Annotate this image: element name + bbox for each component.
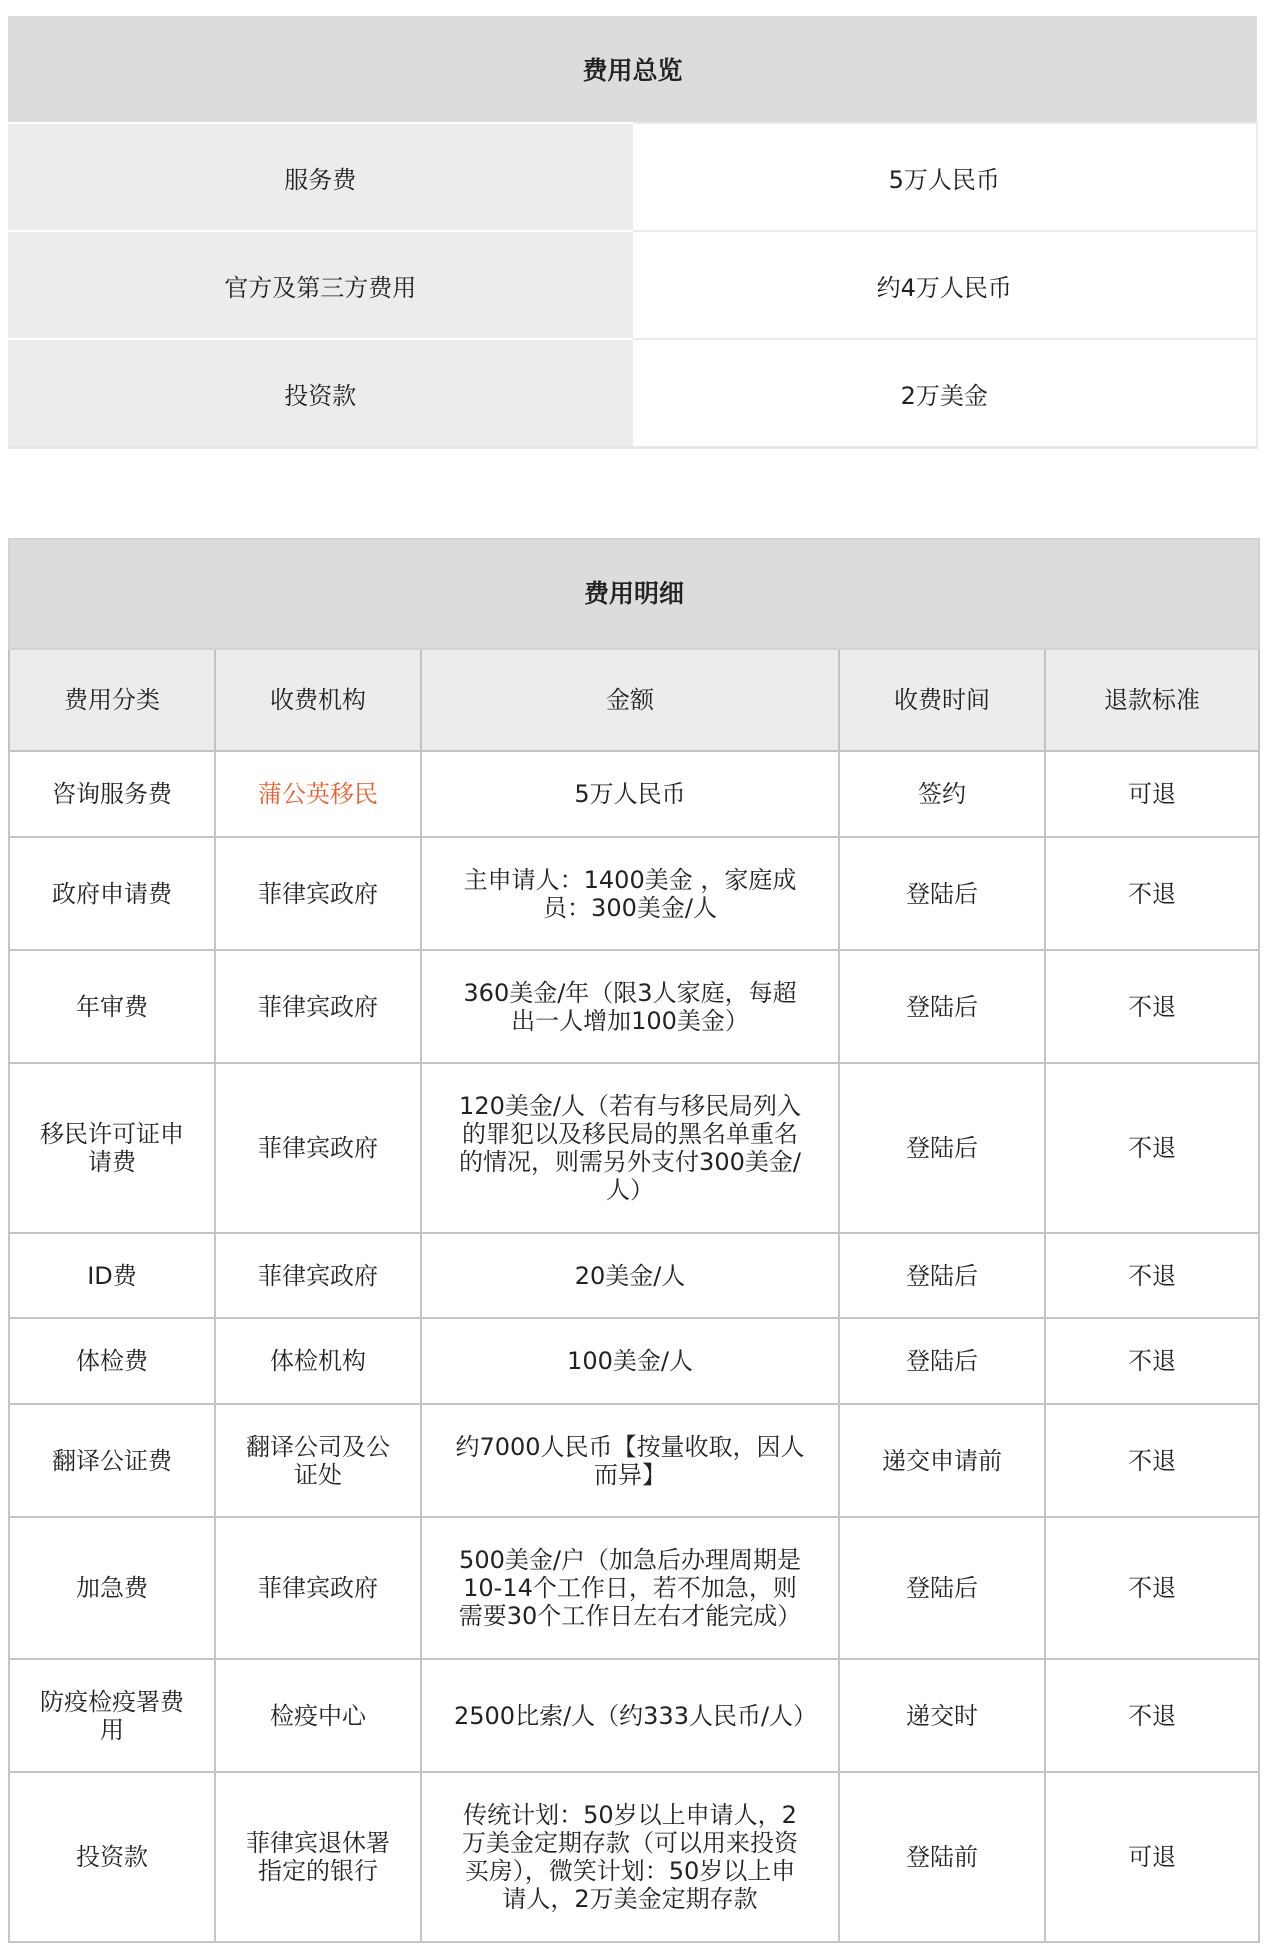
cell-time: 登陆后 bbox=[839, 1233, 1045, 1318]
cell-category: 移民许可证申请费 bbox=[9, 1063, 215, 1233]
overview-row-label: 官方及第三方费用 bbox=[8, 231, 633, 339]
cell-amount: 主申请人：1400美金 ，家庭成员：300美金/人 bbox=[421, 837, 839, 950]
cell-time: 登陆后 bbox=[839, 950, 1045, 1063]
cell-org: 体检机构 bbox=[215, 1318, 421, 1404]
cell-refund: 不退 bbox=[1045, 1659, 1259, 1772]
cell-category: 年审费 bbox=[9, 950, 215, 1063]
cell-amount: 120美金/人（若有与移民局列入的罪犯以及移民局的黑名单重名的情况，则需另外支付300美金/人） bbox=[421, 1063, 839, 1233]
details-table bbox=[8, 538, 1260, 1943]
cell-amount: 360美金/年（限3人家庭，每超出一人增加100美金） bbox=[421, 950, 839, 1063]
column-header-refund: 退款标准 bbox=[1045, 649, 1259, 751]
cell-category: 加急费 bbox=[9, 1517, 215, 1659]
cell-org: 菲律宾政府 bbox=[215, 1063, 421, 1233]
overview-header-row bbox=[8, 16, 1257, 123]
table-row bbox=[9, 950, 1259, 1063]
cell-amount: 约7000人民币【按量收取，因人而异】 bbox=[421, 1404, 839, 1517]
details-title: 费用明细 bbox=[9, 539, 1259, 649]
cell-category: 防疫检疫署费用 bbox=[9, 1659, 215, 1772]
overview-row-value: 约4万人民币 bbox=[633, 231, 1258, 339]
table-row bbox=[9, 1318, 1259, 1404]
cell-category: 翻译公证费 bbox=[9, 1404, 215, 1517]
cell-category: 咨询服务费 bbox=[9, 751, 215, 837]
table-row bbox=[9, 1404, 1259, 1517]
cell-refund: 不退 bbox=[1045, 1318, 1259, 1404]
cell-amount: 500美金/户（加急后办理周期是10-14个工作日，若不加急，则需要30个工作日左右才能完成） bbox=[421, 1517, 839, 1659]
cell-time: 登陆前 bbox=[839, 1772, 1045, 1942]
overview-row bbox=[8, 231, 1257, 339]
cell-org-link[interactable]: 蒲公英移民 bbox=[215, 751, 421, 837]
overview-row-label: 投资款 bbox=[8, 339, 633, 448]
table-row bbox=[9, 1063, 1259, 1233]
cell-time: 登陆后 bbox=[839, 1063, 1045, 1233]
cell-time: 登陆后 bbox=[839, 1517, 1045, 1659]
cell-refund: 可退 bbox=[1045, 751, 1259, 837]
table-row bbox=[9, 1772, 1259, 1942]
column-header-time: 收费时间 bbox=[839, 649, 1045, 751]
cell-refund: 不退 bbox=[1045, 1404, 1259, 1517]
cell-amount: 传统计划：50岁以上申请人，2万美金定期存款（可以用来投资买房），微笑计划：50岁以上申请人，2万美金定期存款 bbox=[421, 1772, 839, 1942]
cell-time: 递交时 bbox=[839, 1659, 1045, 1772]
cell-org: 菲律宾政府 bbox=[215, 1233, 421, 1318]
cell-refund: 不退 bbox=[1045, 1233, 1259, 1318]
overview-row-label: 服务费 bbox=[8, 123, 633, 231]
overview-row-value: 2万美金 bbox=[633, 339, 1258, 448]
cell-refund: 不退 bbox=[1045, 837, 1259, 950]
overview-row bbox=[8, 123, 1257, 231]
cell-category: ID费 bbox=[9, 1233, 215, 1318]
cell-org: 菲律宾政府 bbox=[215, 1517, 421, 1659]
table-row bbox=[9, 1659, 1259, 1772]
details-column-header-row bbox=[9, 649, 1259, 751]
cell-org: 翻译公司及公证处 bbox=[215, 1404, 421, 1517]
overview-title: 费用总览 bbox=[8, 16, 1257, 123]
cell-org: 菲律宾退休署指定的银行 bbox=[215, 1772, 421, 1942]
cell-amount: 5万人民币 bbox=[421, 751, 839, 837]
table-row bbox=[9, 1517, 1259, 1659]
table-row bbox=[9, 751, 1259, 837]
cell-time: 递交申请前 bbox=[839, 1404, 1045, 1517]
cell-refund: 不退 bbox=[1045, 1517, 1259, 1659]
cell-refund: 不退 bbox=[1045, 950, 1259, 1063]
cell-time: 登陆后 bbox=[839, 837, 1045, 950]
cell-category: 政府申请费 bbox=[9, 837, 215, 950]
details-title-row bbox=[9, 539, 1259, 649]
table-row bbox=[9, 837, 1259, 950]
cell-time: 登陆后 bbox=[839, 1318, 1045, 1404]
column-header-org: 收费机构 bbox=[215, 649, 421, 751]
cell-category: 投资款 bbox=[9, 1772, 215, 1942]
column-header-category: 费用分类 bbox=[9, 649, 215, 751]
overview-row-value: 5万人民币 bbox=[633, 123, 1258, 231]
overview-row bbox=[8, 339, 1257, 448]
cell-org: 菲律宾政府 bbox=[215, 837, 421, 950]
cell-refund: 不退 bbox=[1045, 1063, 1259, 1233]
cell-refund: 可退 bbox=[1045, 1772, 1259, 1942]
cell-org: 检疫中心 bbox=[215, 1659, 421, 1772]
cell-amount: 2500比索/人（约333人民币/人） bbox=[421, 1659, 839, 1772]
cell-time: 签约 bbox=[839, 751, 1045, 837]
cell-amount: 20美金/人 bbox=[421, 1233, 839, 1318]
cell-org: 菲律宾政府 bbox=[215, 950, 421, 1063]
table-row bbox=[9, 1233, 1259, 1318]
overview-table bbox=[8, 16, 1258, 449]
cell-category: 体检费 bbox=[9, 1318, 215, 1404]
column-header-amount: 金额 bbox=[421, 649, 839, 751]
cell-amount: 100美金/人 bbox=[421, 1318, 839, 1404]
